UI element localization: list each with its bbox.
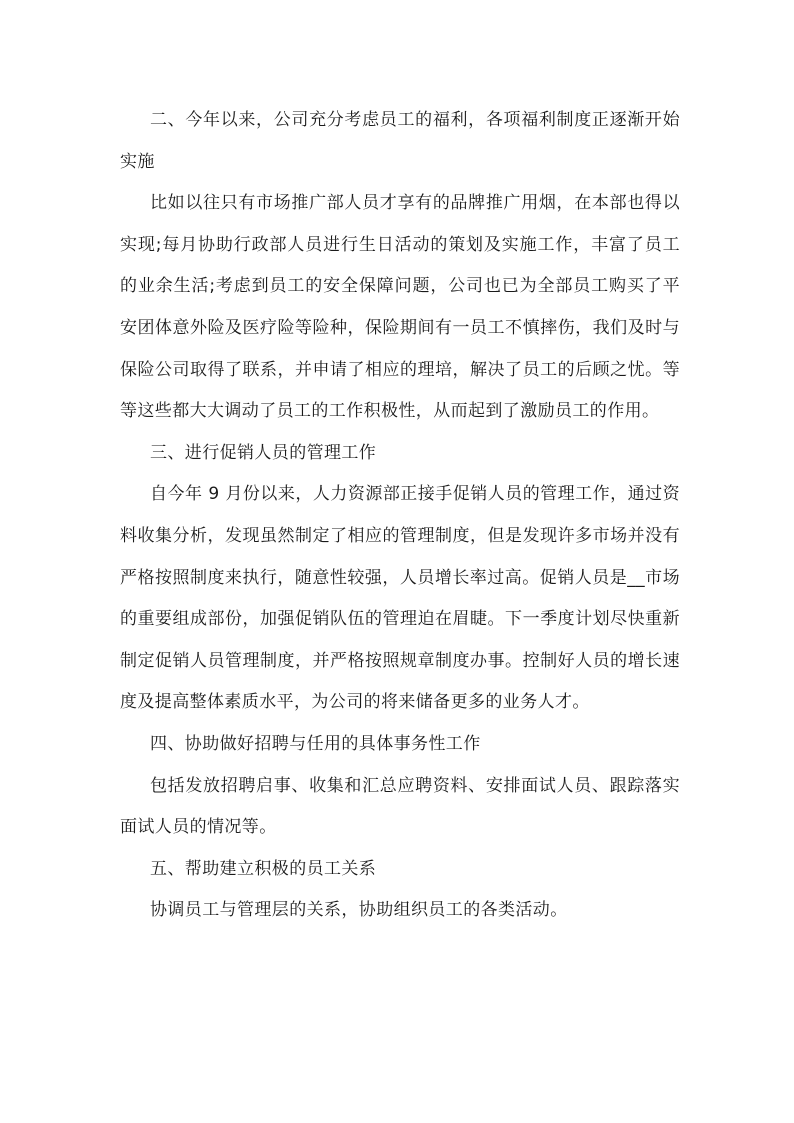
section-heading-recruitment: 四、协助做好招聘与任用的具体事务性工作 [150,733,481,754]
paragraph-promoter-management: 自今年 9 月份以来，人力资源部正接手促销人员的管理工作，通过资料收集分析，发现虽然制定了相应的管理制度，但是发现许多市场并没有严格按照制度来执行，随意性较强，人员增长率过高。促销人员是__市场的重要组成部份，加强促销队伍的管理迫在眉睫。下一季度计划尽快重新制定促销人员管理制度，并严格按照规章制度办事。控制好人员的增长速度及提高整体素质水平，为公司的将来储备更多的业务人才。 [120,484,680,713]
section-heading-promoter-management: 三、进行促销人员的管理工作 [150,442,377,463]
section-heading-welfare: 二、今年以来，公司充分考虑员工的福利，各项福利制度正逐渐开始实施 [120,110,680,172]
paragraph-welfare-details: 比如以往只有市场推广部人员才享有的品牌推广用烟，在本部也得以实现;每月协助行政部人员进行生日活动的策划及实施工作，丰富了员工的业余生活;考虑到员工的安全保障问题，公司也已为全部员工购买了平安团体意外险及医疗险等险种，保险期间有一员工不慎摔伤，我们及时与保险公司取得了联系，并申请了相应的理培，解决了员工的后顾之忧。等等这些都大大调动了员工的工作积极性，从而起到了激励员工的作用。 [120,193,680,422]
document-page [120,100,680,932]
paragraph-recruitment: 包括发放招聘启事、收集和汇总应聘资料、安排面试人员、跟踪落实面试人员的情况等。 [120,775,680,838]
section-heading-employee-relations: 五、帮助建立积极的员工关系 [150,858,377,879]
paragraph-employee-relations: 协调员工与管理层的关系，协助组织员工的各类活动。 [150,900,568,921]
